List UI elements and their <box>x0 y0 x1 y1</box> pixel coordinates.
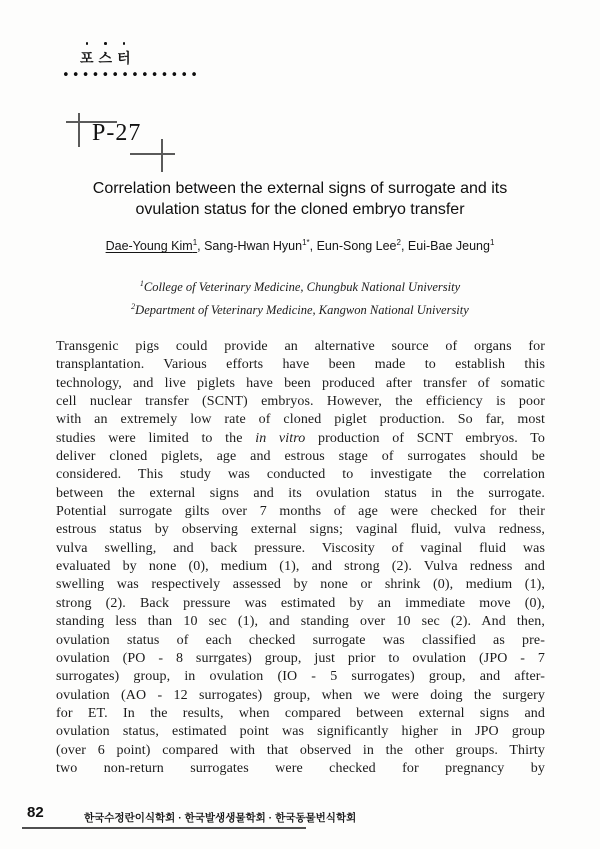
crop-mark-bottom-right-horizontal <box>130 153 175 155</box>
affiliation-line: $^2$Department of Veterinary Medicine, Kangwon National University <box>131 302 469 318</box>
abstract-line: deliver cloned piglets, age and estrous stage of surrogates should be <box>56 449 545 465</box>
affiliation-line: $^1$College of Veterinary Medicine, Chungbuk National University <box>139 279 461 295</box>
poster-section-label <box>80 48 136 68</box>
poster-label-char: 스 <box>98 50 113 66</box>
abstract-line: ovulation status of each checked surrogate was classified as pre- <box>56 632 545 648</box>
abstract-line: between the external signs and its ovulation status in the surrogate. <box>56 485 545 501</box>
crop-mark-top-left-vertical <box>78 113 80 147</box>
paper-title <box>0 178 600 220</box>
abstract-line: vulva swelling, and back pressure. Viscosity of vaginal fluid was <box>56 540 545 556</box>
footer-society-names: 한국수정란이식학회 · 한국발생생물학회 · 한국동물번식학회 <box>84 812 357 824</box>
affiliation-list <box>0 274 600 320</box>
abstract-line: Transgenic pigs could provide an alternative source of organs for <box>56 339 545 354</box>
paper-number-block <box>60 110 200 176</box>
author-name: Dae-Young Kim$^1$ <box>105 238 198 254</box>
paper-title-line: ovulation status for the cloned embryo transfer <box>135 201 465 218</box>
paper-number: P-27 <box>92 120 142 146</box>
abstract-line: technology, and live piglets have been produced after transfer of somatic <box>56 375 545 391</box>
abstract-line: standing less than 10 sec (1), and standing over 10 sec (2). And then, <box>56 614 545 630</box>
abstract-line: (over 6 point) compared with that observed in the other groups. Thirty <box>56 742 545 758</box>
abstract-line: evaluated by none (0), medium (1), and strong (2). Vulva redness and <box>56 559 545 575</box>
abstract-line: transplantation. Various efforts have been made to establish this <box>56 357 545 373</box>
abstract-line: ovulation status, estimated point was significantly higher in JPO group <box>56 724 545 740</box>
abstract-line: swelling was respectively assessed by none or shrink (0), medium (1), <box>56 577 545 593</box>
abstract-line: estrous status by observing external signs; vaginal fluid, vulva redness, <box>56 522 545 538</box>
abstract-line: two non-return surrogates were checked for pregnancy by <box>56 760 545 776</box>
abstract-line: ovulation (PO - 8 surrgates) group, just prior to ovulation (JPO - 7 <box>56 650 545 666</box>
abstract-line: strong (2). Back pressure was estimated by an immediate move (0), <box>56 595 545 611</box>
abstract-line: considered. This study was conducted to investigate the correlation <box>56 467 545 483</box>
abstract-line: cell nuclear transfer (SCNT) embryos. However, the efficiency is poor <box>56 394 545 410</box>
author-name: Eun-Song Lee$^2$ <box>316 238 401 254</box>
abstract-line: with an extremely low rate of cloned piglet production. So far, most <box>56 412 545 428</box>
crop-mark-bottom-right-vertical <box>161 139 163 172</box>
abstract-line: ovulation (AO - 12 surrogates) group, when we were doing the surgery <box>56 687 545 703</box>
abstract-line: surrogates) group, in ovulation (IO - 5 surrogates) group, and after- <box>56 669 545 685</box>
poster-label-char: 포 <box>80 50 94 66</box>
poster-label-char: 터 <box>117 50 131 66</box>
author-list: Dae-Young Kim$^1$, Sang-Hwan Hyun$^{1*}$, Eun-Song Lee$^2$, Eui-Bae Jeung$^1$ <box>105 238 495 254</box>
author-name: Eui-Bae Jeung$^1$ <box>407 238 495 254</box>
paper-title-line: Correlation between the external signs of surrogate and its <box>92 180 508 197</box>
poster-dots-divider: •••••••••••••• <box>62 68 201 83</box>
author-name: Sang-Hwan Hyun$^{1*}$ <box>204 238 310 254</box>
footer-rule <box>22 827 306 829</box>
poster-label-text <box>80 50 136 66</box>
abstract-line: for ET. In the results, when compared between external signs and <box>56 705 545 721</box>
abstract-line: Potential surrogate gilts over 7 months of age were checked for their <box>56 504 545 520</box>
abstract-body <box>56 338 545 778</box>
page-number: 82 <box>27 804 44 821</box>
abstract-line: studies were limited to the in vitro production of SCNT embryos. To <box>56 430 545 446</box>
